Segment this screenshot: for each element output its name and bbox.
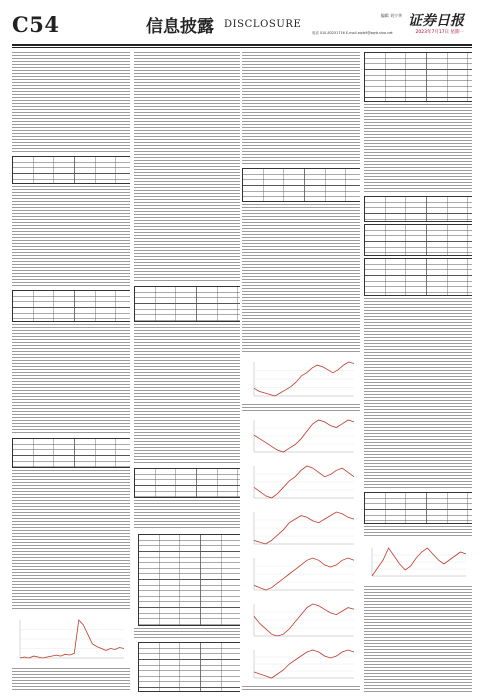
line-chart [14, 614, 128, 664]
data-table [364, 52, 472, 102]
text-block [12, 470, 130, 610]
data-table [134, 468, 240, 498]
data-table [138, 534, 240, 626]
text-block [134, 52, 240, 282]
chart-svg [248, 506, 358, 550]
column-3 [242, 52, 360, 692]
text-block [242, 404, 360, 412]
text-block [242, 204, 360, 354]
section-title-en: DISCLOSURE [224, 19, 302, 30]
line-chart [366, 542, 470, 582]
chart-svg [248, 644, 358, 684]
text-block [364, 586, 472, 692]
data-table [12, 290, 130, 322]
text-block [134, 500, 240, 530]
data-table [134, 286, 240, 322]
page-number: C54 [12, 12, 60, 37]
text-block [12, 186, 130, 286]
chart-svg [248, 552, 358, 596]
column-2 [134, 52, 240, 692]
text-block [12, 324, 130, 434]
data-table [138, 642, 240, 692]
text-block [242, 686, 360, 692]
line-chart [248, 356, 358, 402]
text-block [12, 52, 130, 152]
text-block [364, 298, 472, 488]
text-block [12, 668, 130, 692]
data-table [12, 156, 130, 184]
text-block [134, 628, 240, 638]
newspaper-logo: 证券日报 [408, 13, 464, 29]
chart-svg [248, 598, 358, 642]
chart-svg [248, 356, 358, 402]
line-chart [248, 414, 358, 458]
line-chart [248, 460, 358, 504]
text-block [364, 104, 472, 192]
data-table [242, 168, 360, 202]
editor-credit: 编辑 刘少华 [380, 13, 402, 18]
data-table [364, 196, 472, 222]
contact-info: 电话 010-83251716 E-mail zqrb9@zqrb.sina.net [312, 31, 393, 35]
header-rule-thin [12, 47, 472, 48]
chart-svg [14, 614, 128, 664]
line-chart [248, 644, 358, 684]
chart-svg [366, 542, 470, 582]
line-chart [248, 598, 358, 642]
data-table [364, 492, 472, 524]
data-table [364, 224, 472, 256]
line-chart [248, 552, 358, 596]
text-block [242, 52, 360, 164]
column-1 [12, 52, 130, 692]
page-header [12, 10, 472, 44]
section-title: 信息披露 [146, 17, 214, 37]
text-block [364, 526, 472, 538]
data-table [364, 258, 472, 296]
issue-date: 2023年7月17日 星期一 [415, 30, 464, 35]
data-table [12, 438, 130, 468]
column-4 [364, 52, 472, 692]
header-rule [12, 44, 472, 46]
chart-svg [248, 414, 358, 458]
line-chart [248, 506, 358, 550]
chart-svg [248, 460, 358, 504]
text-block [134, 324, 240, 464]
